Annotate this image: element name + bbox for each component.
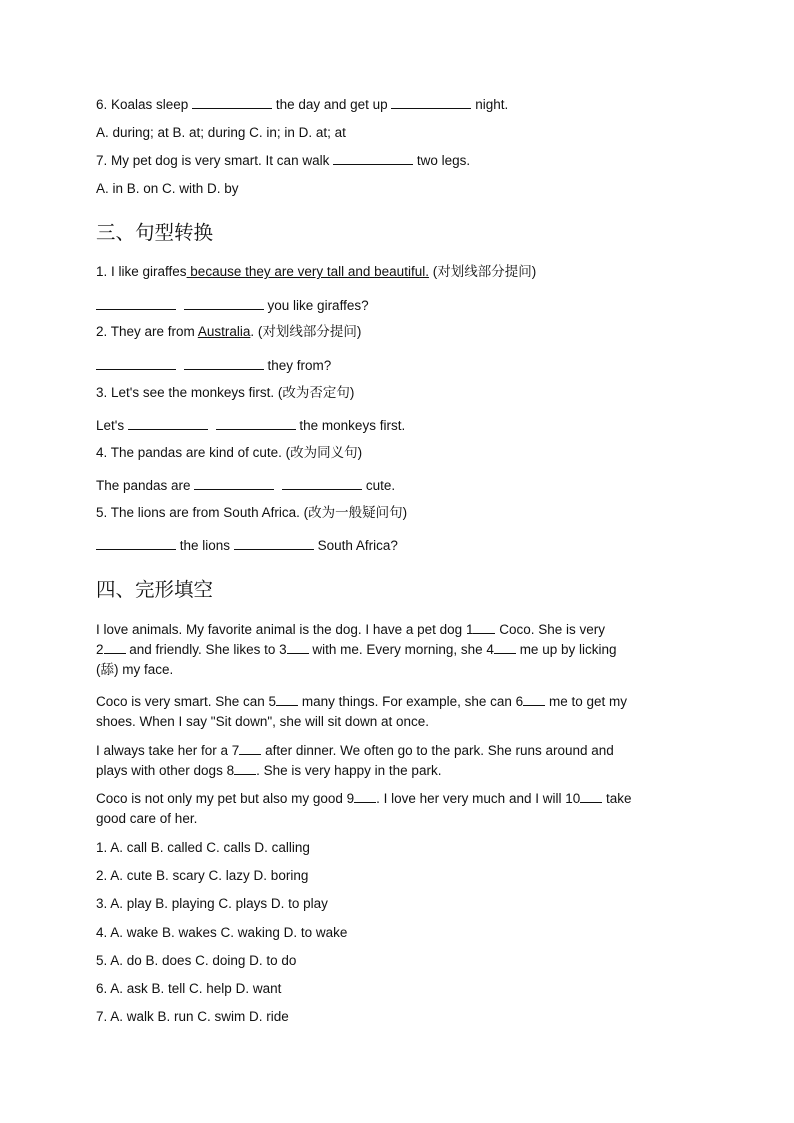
paragraph-text: Coco is not only my pet but also my good 9 bbox=[96, 791, 355, 806]
transform-answer-5 bbox=[96, 537, 398, 555]
paragraph-text: . I love her very much and I will 10 bbox=[376, 791, 581, 806]
question-text: 2. They are from bbox=[96, 324, 198, 339]
paragraph-text: 2 bbox=[96, 642, 104, 657]
answer-text: cute. bbox=[365, 478, 396, 493]
answer-blank bbox=[194, 477, 274, 490]
question-text: two legs. bbox=[416, 153, 471, 168]
answer-blank bbox=[96, 357, 176, 370]
question-text: 1. I like giraffes bbox=[96, 264, 187, 279]
answer-blank bbox=[391, 96, 471, 109]
transform-question-3: 3. Let's see the monkeys first. (改为否定句) bbox=[96, 385, 355, 400]
cloze-blank-5 bbox=[276, 693, 298, 706]
cloze-paragraph-3 bbox=[96, 741, 696, 781]
paragraph-text: me to get my bbox=[545, 694, 627, 709]
cloze-paragraph-4 bbox=[96, 789, 696, 829]
cloze-blank-4 bbox=[494, 641, 516, 654]
cloze-blank-10 bbox=[580, 790, 602, 803]
answer-text: The pandas are bbox=[96, 478, 191, 493]
cloze-blank-2 bbox=[104, 641, 126, 654]
section-4-heading: 四、完形填空 bbox=[96, 578, 214, 601]
paragraph-text: (舔) my face. bbox=[96, 662, 174, 677]
instruction-note: (对划线部分提问) bbox=[428, 264, 537, 279]
paragraph-text: . She is very happy in the park. bbox=[256, 763, 442, 778]
cloze-options-2: 2. A. cute B. scary C. lazy D. boring bbox=[96, 868, 309, 883]
question-text: night. bbox=[475, 97, 509, 112]
paragraph-text: many things. For example, she can 6 bbox=[298, 694, 524, 709]
question-7-options: A. in B. on C. with D. by bbox=[96, 181, 239, 196]
cloze-options-1: 1. A. call B. called C. calls D. calling bbox=[96, 840, 310, 855]
answer-text: the lions bbox=[179, 538, 231, 553]
question-7 bbox=[96, 152, 470, 170]
answer-text: South Africa? bbox=[317, 538, 398, 553]
paragraph-text: I love animals. My favorite animal is the dog. I have a pet dog 1 bbox=[96, 622, 474, 637]
question-6 bbox=[96, 96, 508, 114]
cloze-options-6: 6. A. ask B. tell C. help D. want bbox=[96, 981, 282, 996]
question-6-options: A. during; at B. at; during C. in; in D. at; at bbox=[96, 125, 346, 140]
answer-text: they from? bbox=[267, 358, 332, 373]
cloze-paragraph-2 bbox=[96, 692, 696, 732]
transform-question-5: 5. The lions are from South Africa. (改为一般疑问句) bbox=[96, 505, 408, 520]
answer-blank bbox=[216, 417, 296, 430]
paragraph-text: Coco. She is very bbox=[495, 622, 605, 637]
answer-blank bbox=[192, 96, 272, 109]
cloze-options-3: 3. A. play B. playing C. plays D. to play bbox=[96, 896, 328, 911]
question-text: 7. My pet dog is very smart. It can walk bbox=[96, 153, 330, 168]
answer-blank bbox=[96, 537, 176, 550]
transform-question-1 bbox=[96, 263, 536, 281]
answer-text: Let's bbox=[96, 418, 125, 433]
section-3-heading: 三、句型转换 bbox=[96, 221, 214, 244]
cloze-blank-9 bbox=[354, 790, 376, 803]
paragraph-text: Coco is very smart. She can 5 bbox=[96, 694, 277, 709]
paragraph-text: good care of her. bbox=[96, 811, 198, 826]
transform-question-4: 4. The pandas are kind of cute. (改为同义句) bbox=[96, 445, 363, 460]
transform-answer-4 bbox=[96, 477, 395, 495]
cloze-options-7: 7. A. walk B. run C. swim D. ride bbox=[96, 1009, 289, 1024]
underlined-phrase: because they are very tall and beautiful. bbox=[186, 264, 429, 279]
cloze-options-4: 4. A. wake B. wakes C. waking D. to wake bbox=[96, 925, 348, 940]
answer-blank bbox=[234, 537, 314, 550]
paragraph-text: after dinner. We often go to the park. She runs around and bbox=[261, 743, 614, 758]
answer-blank bbox=[282, 477, 362, 490]
paragraph-text: plays with other dogs 8 bbox=[96, 763, 235, 778]
paragraph-text: shoes. When I say "Sit down", she will sit down at once. bbox=[96, 714, 429, 729]
transform-answer-1 bbox=[96, 297, 369, 315]
cloze-blank-7 bbox=[239, 742, 261, 755]
instruction-note: . (对划线部分提问) bbox=[250, 324, 362, 339]
paragraph-text: take bbox=[602, 791, 632, 806]
paragraph-text: with me. Every morning, she 4 bbox=[308, 642, 494, 657]
transform-question-2 bbox=[96, 323, 361, 341]
cloze-paragraph-1 bbox=[96, 620, 696, 680]
answer-text: you like giraffes? bbox=[267, 298, 369, 313]
answer-blank bbox=[96, 297, 176, 310]
answer-blank bbox=[184, 297, 264, 310]
question-text: the day and get up bbox=[275, 97, 388, 112]
question-text: 6. Koalas sleep bbox=[96, 97, 189, 112]
cloze-blank-8 bbox=[234, 762, 256, 775]
cloze-options-5: 5. A. do B. does C. doing D. to do bbox=[96, 953, 297, 968]
answer-blank bbox=[184, 357, 264, 370]
cloze-blank-6 bbox=[523, 693, 545, 706]
answer-blank bbox=[333, 152, 413, 165]
paragraph-text: and friendly. She likes to 3 bbox=[125, 642, 287, 657]
underlined-phrase: Australia bbox=[197, 324, 251, 339]
transform-answer-2 bbox=[96, 357, 331, 375]
answer-blank bbox=[128, 417, 208, 430]
paragraph-text: I always take her for a 7 bbox=[96, 743, 240, 758]
cloze-blank-1 bbox=[473, 621, 495, 634]
cloze-blank-3 bbox=[287, 641, 309, 654]
transform-answer-3 bbox=[96, 417, 405, 435]
paragraph-text: me up by licking bbox=[515, 642, 617, 657]
answer-text: the monkeys first. bbox=[299, 418, 406, 433]
